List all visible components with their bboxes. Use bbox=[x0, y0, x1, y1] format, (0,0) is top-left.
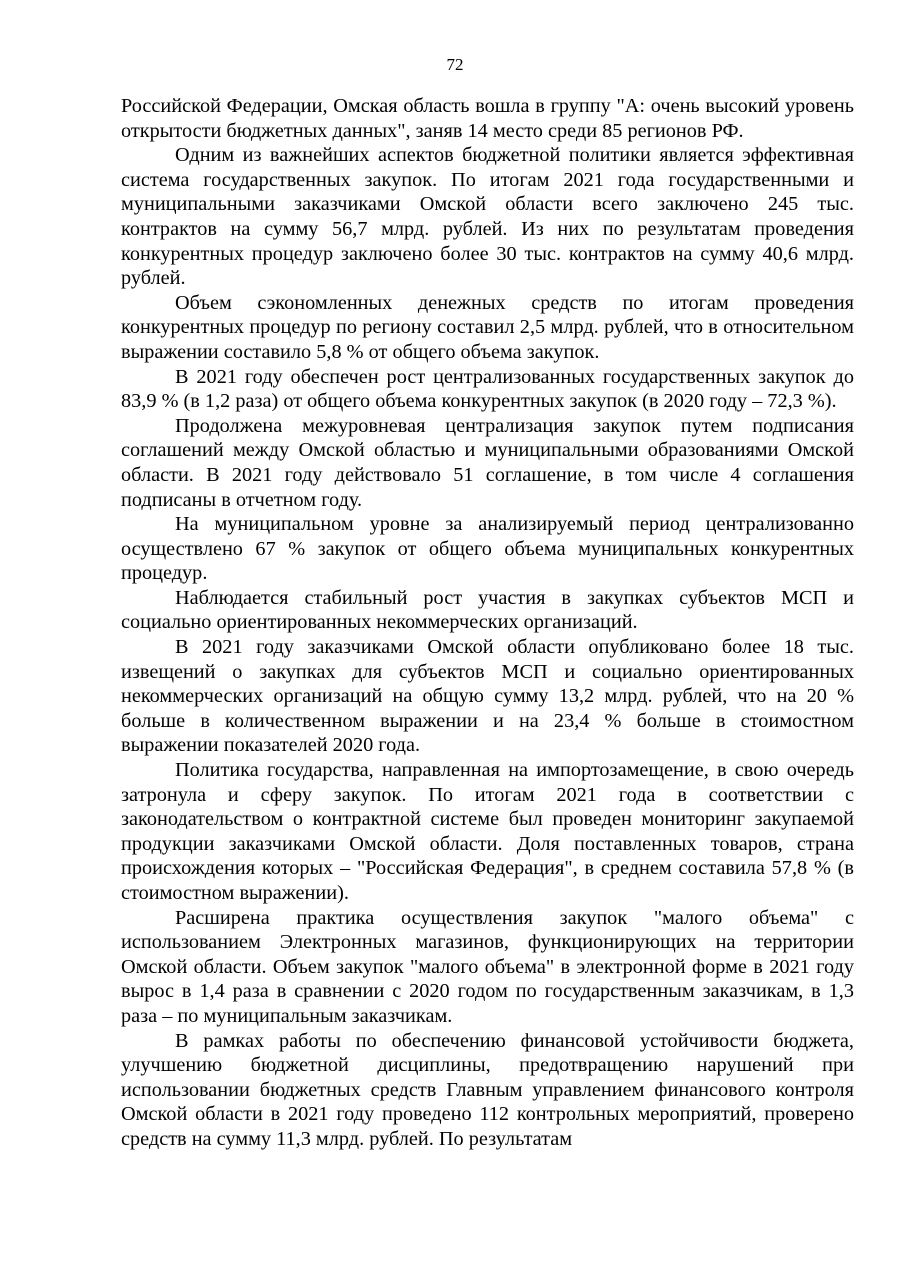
paragraph-small-volume-purchases: Расширена практика осуществления закупок "малого объема" с использованием Электронных магазинов, функционирующих на территории Омской области. Объем закупок "малого объема" в электронной форме в 2021 году вырос в 1,4 раза в сравнении с 2020 годом по государственным заказчикам, в 1,3 раза – по муниципальным заказчикам. bbox=[121, 906, 854, 1027]
paragraph-sme-notices: В 2021 году заказчиками Омской области опубликовано более 18 тыс. извещений о закупках для субъектов МСП и социально ориентированных некоммерческих организаций на общую сумму 13,2 млрд. рублей, что на 20 % больше в количественном выражении и на 23,4 % больше в стоимостном выражении показателей 2020 года. bbox=[121, 636, 854, 757]
paragraph-procurement-system: Одним из важнейших аспектов бюджетной политики является эффективная система государственных закупок. По итогам 2021 года государственными и муниципальными заказчиками Омской области всего заключено 245 тыс. контрактов на сумму 56,7 млрд. рублей. Из них по результатам проведения конкурентных процедур заключено более 30 тыс. контрактов на сумму 40,6 млрд. рублей. bbox=[121, 144, 854, 290]
paragraph-municipal-level: На муниципальном уровне за анализируемый период централизованно осуществлено 67 % закупок от общего объема муниципальных конкурентных процедур. bbox=[121, 513, 854, 585]
paragraph-financial-control: В рамках работы по обеспечению финансовой устойчивости бюджета, улучшению бюджетной дисциплины, предотвращению нарушений при использовании бюджетных средств Главным управлением финансового контроля Омской области в 2021 году проведено 112 контрольных мероприятий, проверено средств на сумму 11,3 млрд. рублей. По результатам bbox=[121, 1029, 854, 1150]
document-body bbox=[121, 94, 854, 1152]
paragraph-savings: Объем сэкономленных денежных средств по итогам проведения конкурентных процедур по региону составил 2,5 млрд. рублей, что в относительном выражении составило 5,8 % от общего объема закупок. bbox=[121, 291, 854, 363]
paragraph-import-substitution: Политика государства, направленная на импортозамещение, в свою очередь затронула и сферу закупок. По итогам 2021 года в соответствии с законодательством о контрактной системе был проведен мониторинг закупаемой продукции заказчиками Омской области. Доля поставленных товаров, страна происхождения которых – "Российская Федерация", в среднем составила 57,8 % (в стоимостном выражении). bbox=[121, 759, 854, 904]
paragraph-sme-growth: Наблюдается стабильный рост участия в закупках субъектов МСП и социально ориентированных некоммерческих организаций. bbox=[121, 586, 854, 634]
paragraph-interlevel-centralization: Продолжена межуровневая централизация закупок путем подписания соглашений между Омской областью и муниципальными образованиями Омской области. В 2021 году действовало 51 соглашение, в том числе 4 соглашения подписаны в отчетном году. bbox=[121, 414, 854, 511]
page-number: 72 bbox=[446, 55, 464, 74]
paragraph-continued: Российской Федерации, Омская область вошла в группу "А: очень высокий уровень открытости бюджетных данных", заняв 14 место среди 85 регионов РФ. bbox=[121, 95, 854, 142]
paragraph-centralized-procurement: В 2021 году обеспечен рост централизованных государственных закупок до 83,9 % (в 1,2 раза) от общего объема конкурентных закупок (в 2020 году – 72,3 %). bbox=[121, 365, 854, 413]
